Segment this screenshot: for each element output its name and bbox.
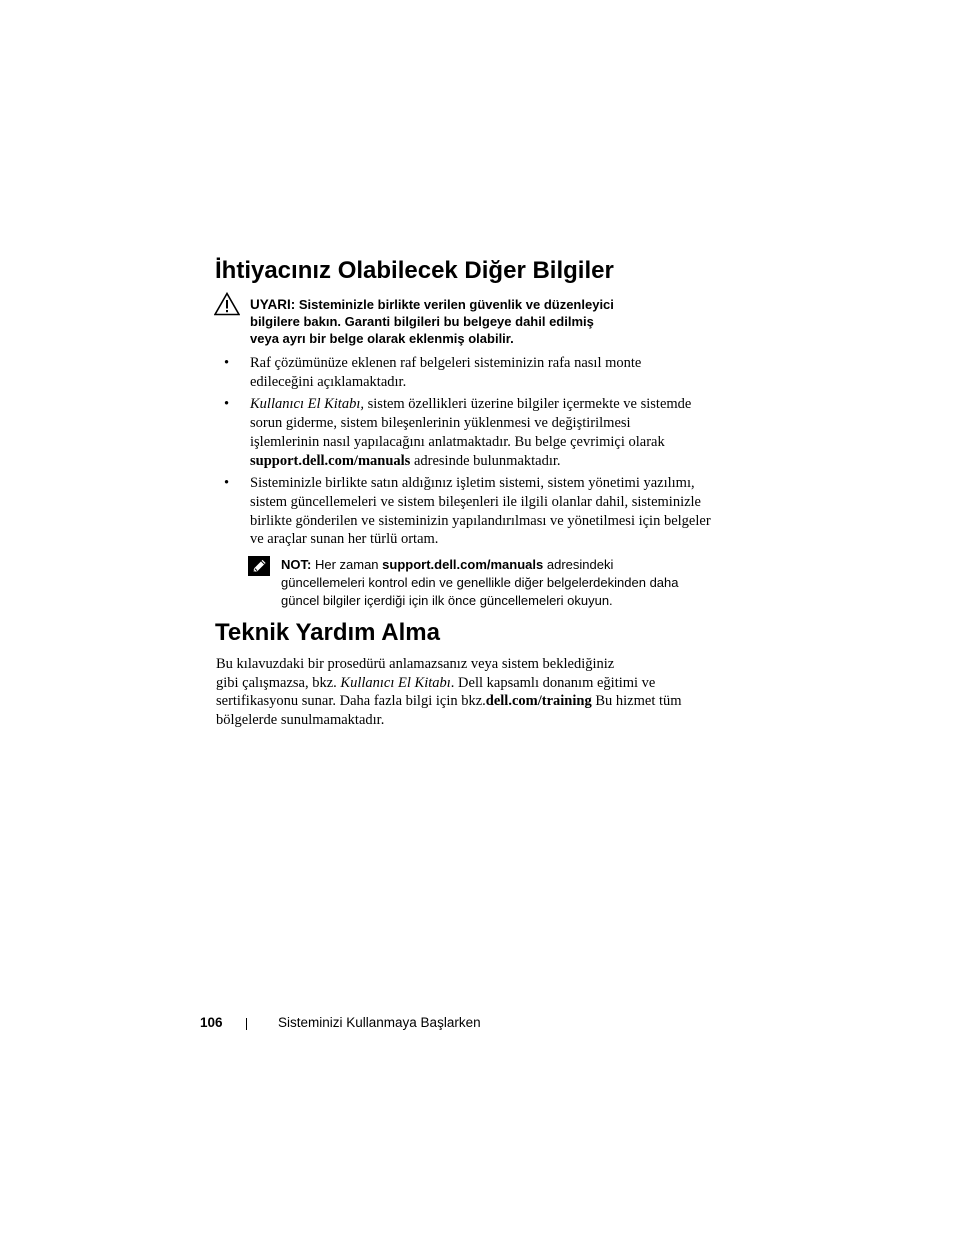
tech-support-paragraph <box>216 655 726 730</box>
note-text-fragment: adresindeki <box>543 557 614 572</box>
paragraph-line <box>216 692 726 711</box>
note-label: NOT: <box>281 557 312 572</box>
list-item-line: ve araçlar sunan her türlü ortam. <box>250 531 439 548</box>
page-number: 106 <box>200 1015 223 1030</box>
note-line-3: güncel bilgiler içerdiği için ilk önce güncellemeleri okuyun. <box>281 592 613 608</box>
list-item-line: işlemlerinin nasıl yapılacağını anlatmaktadır. Bu belge çevrimiçi olarak <box>250 433 665 450</box>
book-title: Kullanıcı El Kitabı <box>340 674 451 691</box>
warning-line-2: bilgilere bakın. Garanti bilgileri bu belgeye dahil edilmiş <box>250 314 594 329</box>
warning-line-1: Sisteminizle birlikte verilen güvenlik ve düzenleyici <box>298 297 614 312</box>
paragraph-fragment: . Dell kapsamlı donanım eğitimi ve <box>450 674 656 691</box>
warning-icon <box>214 292 240 316</box>
training-link[interactable]: dell.com/training <box>485 693 592 710</box>
list-item-line <box>250 452 720 471</box>
list-item-line: birlikte gönderilen ve sisteminizin yapılandırılması ve yönetilmesi için belgeler <box>250 512 711 529</box>
list-item-text: adresinde bulunmaktadır. <box>410 452 561 469</box>
bullet-marker: • <box>224 355 230 371</box>
list-item <box>215 474 720 549</box>
bullet-marker: • <box>224 396 230 413</box>
note-text <box>281 556 731 609</box>
section-heading-other-info: İhtiyacınız Olabilecek Diğer Bilgiler <box>215 257 614 284</box>
list-item-line: Raf çözümünüze eklenen raf belgeleri sisteminizin rafa nasıl monte <box>250 355 642 371</box>
book-title: Kullanıcı El Kitabı, <box>250 396 364 413</box>
bullet-marker: • <box>224 475 230 492</box>
warning-line-3: veya ayrı bir belge olarak eklenmiş olabilir. <box>250 331 514 346</box>
list-item <box>215 395 720 470</box>
note-line-1 <box>281 556 731 574</box>
footer-title: Sisteminizi Kullanmaya Başlarken <box>278 1015 481 1030</box>
note-line-2: güncellemeleri kontrol edin ve genellikle diğer belgelerdekinden daha <box>281 574 679 590</box>
warning-text <box>250 296 690 347</box>
paragraph-line <box>216 674 726 693</box>
warning-label: UYARI: <box>250 297 296 312</box>
manuals-link[interactable]: support.dell.com/manuals <box>250 452 411 469</box>
paragraph-line: bölgelerde sunulmamaktadır. <box>216 712 385 729</box>
section-heading-tech-support: Teknik Yardım Alma <box>215 619 440 646</box>
paragraph-line: Bu kılavuzdaki bir prosedürü anlamazsanız veya sistem beklediğiniz <box>216 656 615 672</box>
paragraph-fragment: sertifikasyonu sunar. Daha fazla bilgi için bkz. <box>216 693 486 710</box>
list-item-line: sorun giderme, sistem bileşenlerinin yüklenmesi ve değiştirilmesi <box>250 415 631 432</box>
list-item-line <box>250 395 720 414</box>
list-item-line: Sisteminizle birlikte satın aldığınız işletim sistemi, sistem yönetimi yazılımı, <box>250 475 695 492</box>
note-manuals-link[interactable]: support.dell.com/manuals <box>382 557 544 572</box>
footer-divider <box>246 1018 247 1030</box>
paragraph-fragment: gibi çalışmazsa, bkz. <box>216 674 341 691</box>
list-item-text: sistem özellikleri üzerine bilgiler içermekte ve sistemde <box>364 396 692 413</box>
paragraph-fragment: Bu hizmet tüm <box>591 693 682 710</box>
list-item-line: edileceğini açıklamaktadır. <box>250 373 407 390</box>
document-list <box>215 354 720 553</box>
list-item <box>215 354 720 391</box>
note-text-fragment: Her zaman <box>311 557 383 572</box>
list-item-line: sistem güncellemeleri ve sistem bileşenleri ile ilgili olanlar dahil, sisteminizle <box>250 493 701 510</box>
note-pencil-icon <box>248 556 270 576</box>
